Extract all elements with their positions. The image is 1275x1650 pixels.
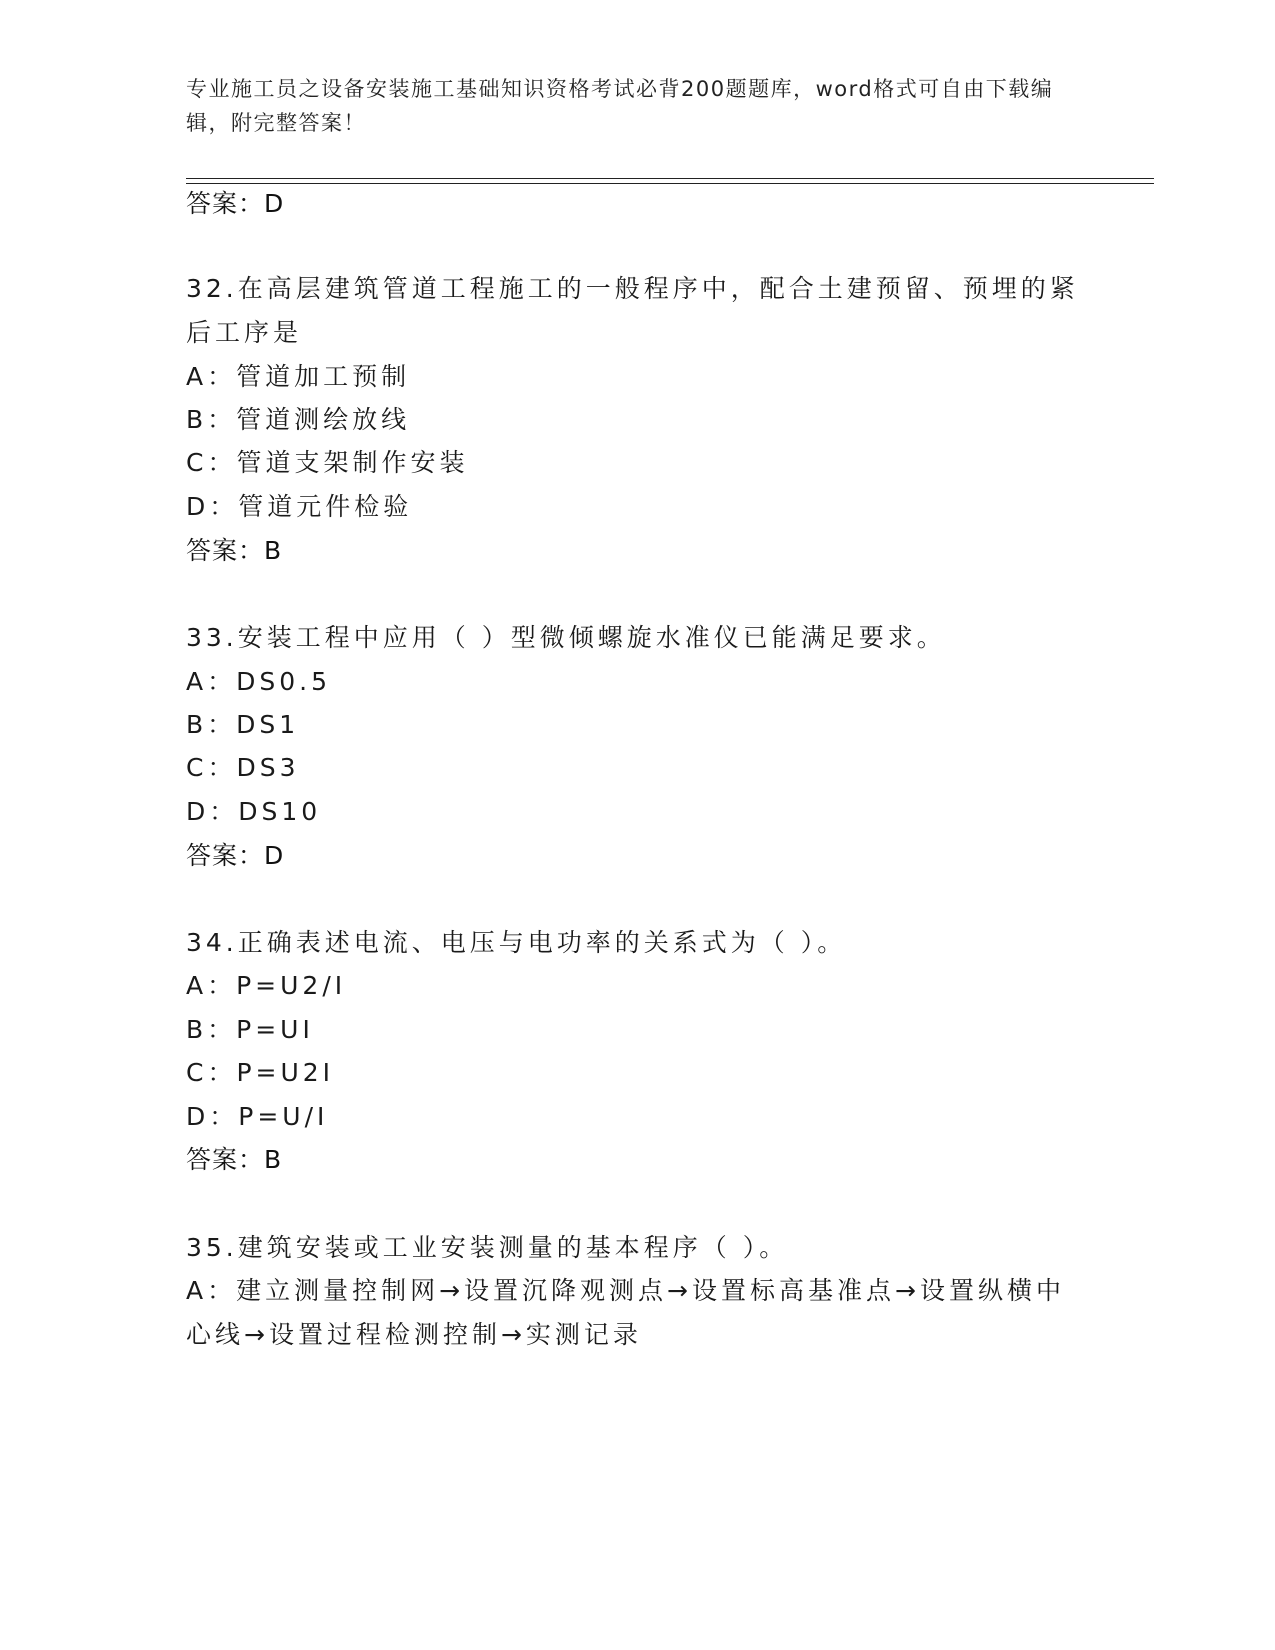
question-35-option-a: A：建立测量控制网→设置沉降观测点→设置标高基准点→设置纵横中心线→设置过程检测控制→实测记录	[186, 1276, 1065, 1349]
question-33-option-d: D：DS10	[186, 797, 322, 826]
question-34-option-c: C：P=U2I	[186, 1058, 335, 1087]
question-33-stem: 33.安装工程中应用（ ）型微倾螺旋水准仪已能满足要求。	[186, 623, 946, 652]
question-32-option-b: B：管道测绘放线	[186, 405, 411, 434]
question-35-stem: 35.建筑安装或工业安装测量的基本程序（ ）。	[186, 1233, 789, 1262]
question-32-option-c: C：管道支架制作安装	[186, 448, 469, 477]
header-rule-bottom	[186, 183, 1154, 184]
question-34-option-a: A：P=U2/I	[186, 971, 347, 1000]
question-33-option-b: B：DS1	[186, 710, 300, 739]
answer-33: 答案：D	[186, 841, 285, 870]
question-32-stem: 32.在高层建筑管道工程施工的一般程序中，配合土建预留、预埋的紧后工序是	[186, 274, 1079, 347]
answer-32: 答案：B	[186, 536, 283, 565]
question-33-option-c: C：DS3	[186, 753, 300, 782]
answer-31: 答案：D	[186, 189, 285, 218]
question-32-option-a: A：管道加工预制	[186, 362, 411, 391]
question-34-option-b: B：P=UI	[186, 1015, 314, 1044]
question-32-option-d: D：管道元件检验	[186, 492, 413, 521]
question-34-option-d: D：P=U/I	[186, 1102, 329, 1131]
question-34-stem: 34.正确表述电流、电压与电功率的关系式为（ ）。	[186, 928, 847, 957]
answer-34: 答案：B	[186, 1145, 283, 1174]
question-33-option-a: A：DS0.5	[186, 667, 331, 696]
header-rule-top	[186, 178, 1154, 179]
document-header: 专业施工员之设备安装施工基础知识资格考试必背200题题库，word格式可自由下载编辑，附完整答案！	[186, 77, 1054, 135]
